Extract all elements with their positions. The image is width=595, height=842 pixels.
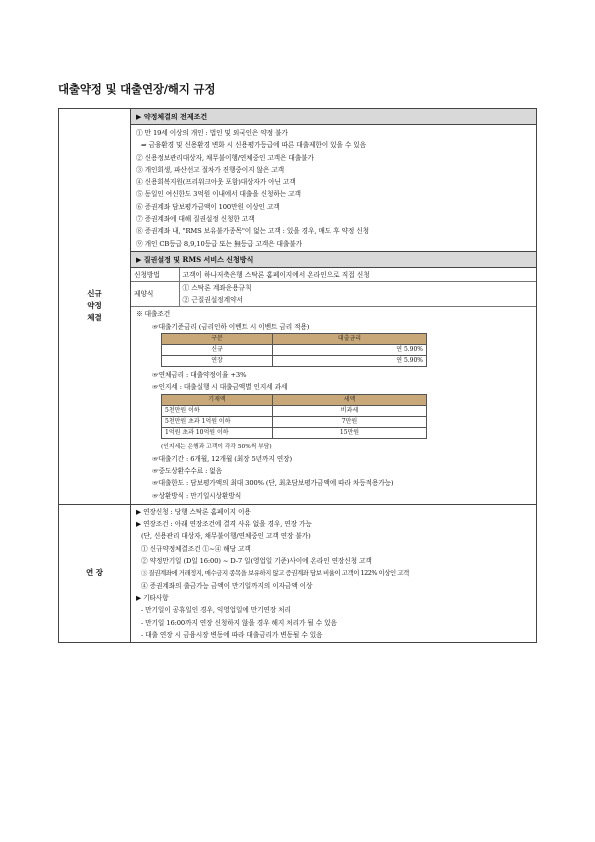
extension-line: ▶ 연장조건 : 아래 연장조건에 결격 사유 없을 경우, 연장 가능 [136, 520, 312, 529]
rate-cell: 신규 [162, 345, 273, 356]
prereq-line: ⑨ 개인 CB등급 8,9,10등급 또는 無등급 고객은 대출불가 [136, 239, 302, 248]
form-item: ② 근질권설정계약서 [182, 296, 243, 305]
loan-limit: ☞대출한도 : 담보평가액의 최대 300% (단, 최초담보평가금액에 따라 차등적용가능) [152, 479, 394, 488]
stamp-cell: 7만원 [273, 416, 427, 427]
extension-line: ③ 질권계좌에 거래정지, 매수금지 종목을 보유하지 않고 증권계좌 담보 비율이 고객이 122% 이상인 고객 [141, 569, 409, 578]
stamp-note: (인지세는 은행과 고객이 각각 50%씩 부담) [161, 443, 272, 450]
early-repay-fee: ☞중도상환수수료 : 없음 [152, 466, 223, 475]
regulation-table [58, 108, 537, 643]
stamp-cell: 5천만원 초과 1억원 이하 [162, 416, 273, 427]
rate-col-type: 구분 [162, 334, 273, 345]
overdue-rate: ☞연체금리 : 대출약정이율 +3% [152, 371, 247, 380]
stamp-col-tax: 세액 [273, 394, 427, 405]
page-title: 대출약정 및 대출연장/해지 규정 [58, 82, 216, 96]
extension-line: ② 약정만기일 (D일 16:00) ~ D-7 일(영업일 기준)사이에 온라인 연장신청 고객 [141, 557, 372, 566]
prereq-line: ② 신용정보관리대상자, 채무불이행/연체중인 고객은 대출불가 [136, 153, 314, 162]
rate-cell: 연장 [162, 356, 273, 367]
forms-list [179, 282, 536, 307]
prereq-header: ▶ 약정체결의 전제조건 [131, 109, 536, 125]
loan-period: ☞대출기간 : 6개월, 12개월 (최장 5년까지 연장) [152, 454, 292, 463]
extension-line: - 만기일 16:00까지 연장 신청하지 않을 경우 해지 처리가 될 수 있음 [141, 618, 337, 627]
rms-header: ▶ 질권설정 및 RMS 서비스 신청방식 [131, 251, 536, 268]
rate-cell: 연 5.90% [273, 356, 427, 367]
prereq-list [131, 125, 536, 251]
prereq-line: ⑤ 동일인 여신한도 3억원 이내에서 대출을 신청하는 고객 [136, 190, 301, 199]
agreement-label: 신규 약정 체결 [87, 289, 102, 323]
rate-table [161, 333, 427, 367]
stamp-cell: 비과세 [273, 405, 427, 416]
prereq-line: ③ 개인회생, 파산선고 절차가 진행중이지 않은 고객 [136, 165, 284, 174]
stamp-label: ☞인지세 : 대출실행 시 대출금액별 인지세 과세 [152, 383, 288, 392]
extension-content [131, 504, 537, 642]
section-label-agreement [59, 109, 131, 505]
extension-line: - 대출 연장 시 금융시장 변동에 따라 대출금리가 변동될 수 있음 [141, 630, 323, 639]
prereq-line: ⑦ 증권계좌에 대해 질권설정 신청한 고객 [136, 215, 255, 224]
prereq-line: ④ 신용회복지원(프리워크아웃 포함)대상자가 아닌 고객 [136, 178, 296, 187]
extension-label: 연 장 [85, 568, 104, 578]
repay-method: ☞상환방식 : 만기일시상환방식 [152, 491, 242, 500]
method-value: 고객이 하나저축은행 스탁론 홈페이지에서 온라인으로 직접 신청 [179, 268, 536, 282]
loan-heading: ※ 대출조건 [136, 310, 171, 319]
rate-cell: 연 5.90% [273, 345, 427, 356]
rate-label: ☞대출기준금리 (금리인하 이벤트 시 이벤트 금리 적용) [152, 322, 310, 331]
stamp-table [161, 394, 427, 439]
method-label: 신청방법 [131, 268, 179, 282]
extension-line: ▶ 연장신청 : 당행 스탁론 홈페이지 이용 [136, 507, 251, 516]
stamp-cell: 1억원 초과 10억원 이하 [162, 427, 273, 438]
extension-line: ▶ 기타사항 [136, 593, 169, 602]
rms-table [131, 268, 536, 308]
stamp-col-amount: 기재액 [162, 394, 273, 405]
prereq-line: ⇒ 금융환경 및 신용환경 변화 시 신용평가등급에 따른 대출제한이 있을 수 있음 [141, 141, 366, 150]
stamp-cell: 5천만원 이하 [162, 405, 273, 416]
forms-label: 제양식 [131, 282, 179, 307]
extension-line: ④ 증권계좌의 출금가능 금액이 만기일까지의 이자금액 이상 [141, 581, 313, 590]
stamp-cell: 15만원 [273, 427, 427, 438]
rate-col-rate: 대출금리 [273, 334, 427, 345]
extension-line: (단, 신용관리 대상자, 채무불이행/연체중인 고객 연장 불가) [141, 532, 311, 541]
agreement-content [131, 109, 537, 505]
extension-line: ① 신규약정체결조건 ①~④ 해당 고객 [141, 544, 251, 553]
prereq-line: ① 만 19세 이상의 개인 : 법인 및 외국인은 약정 불가 [136, 129, 288, 137]
prereq-line: ⑥ 증권계좌 담보평가금액이 100만원 이상인 고객 [136, 202, 280, 211]
extension-line: - 만기일이 공휴일인 경우, 익영업일에 만기연장 처리 [141, 606, 291, 615]
loan-conditions [131, 307, 536, 503]
section-label-extension [59, 504, 131, 642]
form-item: ① 스탁론 계좌운용규칙 [182, 284, 252, 293]
prereq-line: ⑧ 증권계좌 내, "RMS 보유불가종목"이 없는 고객 : 있을 경우, 매도 후 약정 신청 [136, 227, 369, 236]
